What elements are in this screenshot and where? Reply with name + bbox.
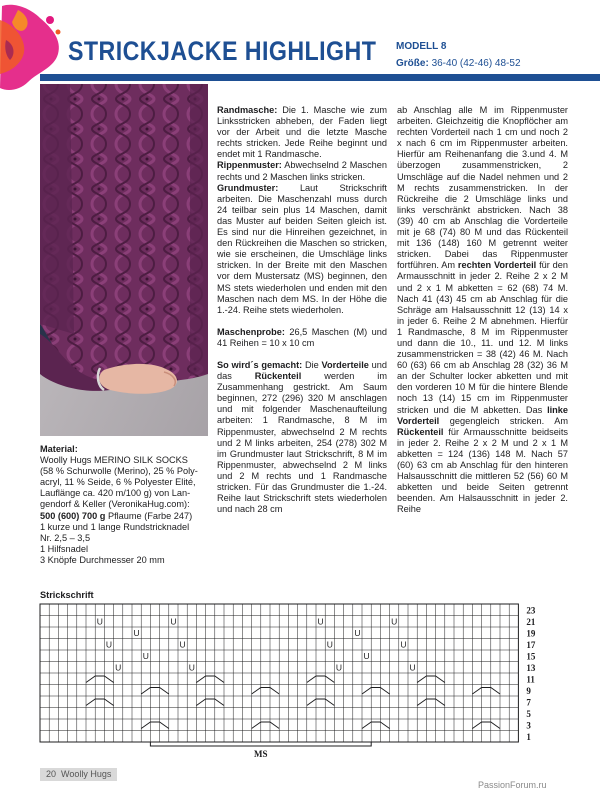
material-list xyxy=(40,444,210,566)
material-line: Woolly Hugs MERINO SILK SOCKS xyxy=(40,455,188,466)
magazine-name: Woolly Hugs xyxy=(61,769,112,779)
model-number: MODELL 8 xyxy=(396,41,447,52)
chart-symbol-umschlag: U xyxy=(142,651,149,661)
material-line: (58 % Schurwolle (Merino), 25 % Poly- xyxy=(40,466,198,477)
paragraph-randmasche xyxy=(217,105,387,160)
material-line: Nr. 2,5 – 3,5 xyxy=(40,532,91,543)
chart-symbol-umschlag: U xyxy=(326,639,333,650)
bold-rueckenteil: Rückenteil xyxy=(254,371,302,382)
chart-symbol-umschlag: U xyxy=(400,639,407,650)
chart-row-number: 9 xyxy=(526,686,531,696)
chart-symbol-umschlag: U xyxy=(105,639,113,650)
material-amount xyxy=(40,511,210,522)
chart-symbol-umschlag: U xyxy=(179,639,186,650)
label-so-wirds-gemacht: So wird´s gemacht: xyxy=(217,359,303,370)
chart-symbol-umschlag: U xyxy=(170,616,177,627)
chart-row-number: 15 xyxy=(526,651,536,662)
material-line: Lauflänge ca. 420 m/100 g) von Lan- xyxy=(40,488,191,499)
text-c3-2: für den Armausschnitt in jeder 2. Reihe 2 x 2 M und 2 x 1 M abketten = 62 (68) 74 M. Nach 41 (43) 45 cm ab Anschlag für die Schräge am Halsausschnitt 12 (13) 14 x in jeder 6. Reihe 2 M abnehmen. Hierfür 1 Randmasche, 8 M im Rippenmuster und dann die 10., 11. und 12. M links zusammenstricken = 38 (42) 46 M. Nach 60 (63) 66 cm ab Anschlag 28 (32) 36 M an der Schulter locker abketten und mit den vorderen 10 M für die hintere Blende noch 13 (14) 15 cm im Rippenmuster stricken und die M abketten. Das xyxy=(397,260,569,415)
material-line: gendorf & Keller (VeronikaHug.com): xyxy=(40,499,190,510)
text-c3-1: ab Anschlag alle M im Rippenmuster arbeiten. Gleichzeitig die Knopflöcher am rechten Vorderteil nach 1 cm und noch 2 x nach 6 cm im Rippenmuster arbeiten. Hierfür am Reihenanfang die 3.und 4. M überzogen zusammenstricken, 2 Umschläge auf die Nadel nehmen und 2 M rechts zusammenstricken. In der Rückreihe die 2 Umschläge links und links verschränkt abstricken. Nach 38 (39) 40 cm ab Anschlag die Vorderteile mit je 68 (74) 80 M und das Rückenteil mit 136 (148) 160 M getrennt weiter stricken. Dabei das Rippenmuster fortführen. Am xyxy=(397,105,568,271)
text-c3-3: gegengleich stricken. Am xyxy=(439,415,568,426)
chart-symbol-umschlag: U xyxy=(133,628,140,638)
chart-row-number: 21 xyxy=(526,617,536,627)
size-label: Größe: xyxy=(396,58,429,69)
text-grundmuster: Laut Strickschrift arbeiten. Die Maschenzahl muss durch 24 teilbar sein plus 14 Maschen, damit das Muster auf beiden Seiten gleich ist. Es sind nur die Hinreihen gezeichnet, in den Rückreihen die Maschen so stricken, wie sie erscheinen, die Umschläge links stricken. In der Breite mit den Maschen vor dem Mustersatz (MS) beginnen, den MS stets wiederholen und enden mit den Maschen nach dem MS. In der Höhe die 1.-24. Reihe stets wiederholen. xyxy=(217,182,387,315)
chart-symbol-umschlag: U xyxy=(335,662,343,673)
text-maschenprobe: 26,5 Maschen (M) und 41 Reihen = 10 x 10 cm xyxy=(217,326,387,348)
chart-symbol-umschlag: U xyxy=(391,616,398,627)
chart-symbol-umschlag: U xyxy=(317,616,324,627)
material-line: 3 Knöpfe Durchmesser 20 mm xyxy=(40,554,165,565)
size-value: 36-40 (42-46) 48-52 xyxy=(431,58,521,69)
text-so-1: Die xyxy=(302,359,322,370)
material-amount-bold: 500 (600) 700 g xyxy=(40,510,106,521)
chart-row-number: 1 xyxy=(526,732,531,742)
label-grundmuster: Grundmuster: xyxy=(217,182,279,193)
bold-linke-vorderteil: linke Vorderteil xyxy=(397,404,568,426)
chart-row-number: 23 xyxy=(526,605,536,616)
chart-symbol-umschlag: U xyxy=(363,651,370,661)
chart-row-number: 13 xyxy=(526,663,536,673)
material-amount-rest: Pflaume (Farbe 247) xyxy=(105,510,193,521)
bold-rechten-vorderteil: rechten Vorderteil xyxy=(457,260,537,271)
paragraph-so-wirds-gemacht xyxy=(217,360,387,515)
material-line: acryl, 11 % Seide, 6 % Polyester Elité, xyxy=(40,477,196,488)
paragraph-grundmuster xyxy=(217,183,387,316)
watermark: PassionForum.ru xyxy=(478,780,547,790)
chart-row-number: 19 xyxy=(526,628,536,639)
chart-row-number: 7 xyxy=(526,697,531,708)
chart-row-number: 11 xyxy=(526,674,535,685)
chart-symbol-umschlag: U xyxy=(96,616,103,627)
chart-row-number: 5 xyxy=(526,709,531,719)
paragraph-rippenmuster xyxy=(217,160,387,182)
chart-row-number: 3 xyxy=(526,720,531,731)
material-line: 1 Hilfsnadel xyxy=(40,543,89,554)
label-rippenmuster: Rippenmuster: xyxy=(217,160,282,171)
text-so-3: werden im Zusammenhang gestrickt. Am Saum beginnen, 272 (296) 320 M anschlagen und mit folgender Maschenaufteilung arbeiten: 1 Randmasche, 8 M im Rippenmuster, abwechselnd 2 M rechts und 2 M links arbeiten, 254 (278) 302 M im Grundmuster laut Strickschrift, 8 M im Rippenmuster, abwechselnd 2 M links und 2 M rechts und 1 Randmasche stricken. Für das Grundmuster die 1.-24. Reihe laut Strickschrift stets wiederholen und nach 28 cm xyxy=(217,371,387,515)
header-rule xyxy=(40,74,600,81)
size-info xyxy=(396,58,521,69)
cardigan-illustration xyxy=(40,84,208,436)
text-rippenmuster: Abwechselnd 2 Maschen rechts und 2 Maschen links stricken. xyxy=(217,160,387,182)
knitting-chart xyxy=(38,602,582,770)
text-randmasche: Die 1. Masche wie zum Linksstricken abheben, der Faden liegt vor der Arbeit und die letzte Masche rechts stricken. Jede Reihe beginnt und endet mit 1 Randmasche. xyxy=(217,105,387,160)
chart-symbol-umschlag: U xyxy=(354,628,361,638)
label-randmasche: Randmasche: xyxy=(217,105,278,115)
bold-rueckenteil-2: Rückenteil xyxy=(397,426,444,437)
instructions-column-2 xyxy=(397,105,568,515)
paragraph-continuation xyxy=(397,105,568,515)
material-line: 1 kurze und 1 lange Rundstricknadel xyxy=(40,521,190,532)
chart-symbol-umschlag: U xyxy=(115,662,122,673)
cardigan-photo xyxy=(40,84,208,436)
material-heading: Material: xyxy=(40,444,78,454)
label-maschenprobe: Maschenprobe: xyxy=(217,326,285,337)
chart-symbol-umschlag: U xyxy=(409,662,416,673)
chart-ms-label: MS xyxy=(254,749,268,759)
chart-row-number: 17 xyxy=(526,640,536,650)
chart-symbol-umschlag: U xyxy=(188,662,195,673)
chart-title: Strickschrift xyxy=(40,590,94,600)
text-so-2: und das xyxy=(217,359,387,382)
bold-vorderteile: Vorderteile xyxy=(321,359,369,370)
text-c3-4: für Armausschnitte beidseits in jeder 2. Reihe 2 x 2 M und 2 x 1 M abketten = 124 (136) 148 M. Nach 57 (60) 63 cm ab Anschlag für den hinteren Halsausschnitt die mittleren 52 (56) 60 M abketten und beide Seiten getrennt beenden. Am Halsausschnitt in jeder 2. Reihe xyxy=(397,426,568,515)
page-title: STRICKJACKE HIGHLIGHT xyxy=(68,36,377,66)
page-footer xyxy=(40,768,117,781)
chart-ms-bracket xyxy=(150,742,371,746)
paragraph-maschenprobe xyxy=(217,327,387,349)
instructions-column-1 xyxy=(217,105,387,515)
page-number: 20 xyxy=(46,769,57,779)
